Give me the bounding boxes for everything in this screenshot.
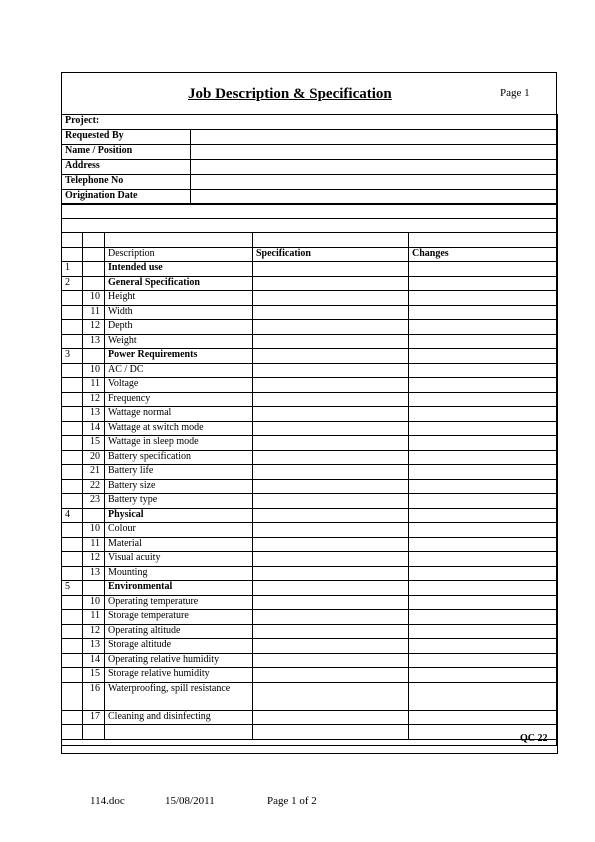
changes-cell[interactable] bbox=[409, 436, 558, 451]
row-number bbox=[62, 523, 83, 538]
row-number bbox=[62, 291, 83, 306]
changes-cell[interactable] bbox=[409, 334, 558, 349]
row-subnumber: 10 bbox=[83, 291, 105, 306]
row-number bbox=[62, 421, 83, 436]
specification-cell[interactable] bbox=[253, 552, 409, 567]
row-subnumber: 12 bbox=[83, 552, 105, 567]
changes-cell[interactable] bbox=[409, 378, 558, 393]
description-header: Description bbox=[105, 247, 253, 262]
changes-cell[interactable] bbox=[409, 710, 558, 725]
item-description: Battery specification bbox=[105, 450, 253, 465]
row-subnumber: 21 bbox=[83, 465, 105, 480]
row-number bbox=[62, 465, 83, 480]
changes-cell[interactable] bbox=[409, 566, 558, 581]
row-number bbox=[62, 537, 83, 552]
table-row bbox=[62, 725, 558, 740]
spacer-row bbox=[62, 218, 558, 233]
row-subnumber: 13 bbox=[83, 407, 105, 422]
row-number bbox=[62, 639, 83, 654]
row-subnumber: 10 bbox=[83, 595, 105, 610]
changes-cell[interactable] bbox=[409, 537, 558, 552]
specification-cell[interactable] bbox=[253, 436, 409, 451]
row-subnumber: 11 bbox=[83, 305, 105, 320]
specification-cell[interactable] bbox=[253, 378, 409, 393]
table-row bbox=[62, 363, 558, 378]
changes-cell[interactable] bbox=[409, 653, 558, 668]
specification-cell[interactable] bbox=[253, 291, 409, 306]
row-number bbox=[62, 610, 83, 625]
table-row bbox=[62, 624, 558, 639]
row-number bbox=[62, 320, 83, 335]
spacer-row bbox=[62, 739, 558, 754]
item-description: Frequency bbox=[105, 392, 253, 407]
changes-cell[interactable] bbox=[409, 262, 558, 277]
specification-cell[interactable] bbox=[253, 710, 409, 725]
changes-cell[interactable] bbox=[409, 349, 558, 364]
item-description: Wattage normal bbox=[105, 407, 253, 422]
section-row bbox=[62, 581, 558, 596]
row-number: 1 bbox=[62, 262, 83, 277]
header-field-value[interactable] bbox=[191, 175, 558, 190]
specification-cell[interactable] bbox=[253, 407, 409, 422]
changes-cell[interactable] bbox=[409, 610, 558, 625]
item-description: Material bbox=[105, 537, 253, 552]
changes-cell bbox=[409, 233, 558, 248]
row-subnumber bbox=[83, 581, 105, 596]
row-number bbox=[62, 378, 83, 393]
item-description bbox=[105, 725, 253, 740]
row-subnumber: 12 bbox=[83, 624, 105, 639]
changes-cell[interactable] bbox=[409, 494, 558, 509]
page-label: Page 1 bbox=[500, 87, 530, 99]
changes-cell[interactable] bbox=[409, 508, 558, 523]
table-row bbox=[62, 523, 558, 538]
row-number: 4 bbox=[62, 508, 83, 523]
section-heading: Power Requirements bbox=[105, 349, 253, 364]
item-description: Battery life bbox=[105, 465, 253, 480]
row-number bbox=[62, 305, 83, 320]
table-row bbox=[62, 653, 558, 668]
row-number bbox=[62, 479, 83, 494]
row-subnumber: 12 bbox=[83, 392, 105, 407]
specification-cell[interactable] bbox=[253, 392, 409, 407]
document-title: Job Description & Specification bbox=[188, 86, 392, 102]
specification-cell[interactable] bbox=[253, 624, 409, 639]
changes-cell[interactable] bbox=[409, 624, 558, 639]
row-subnumber: 13 bbox=[83, 639, 105, 654]
table-row bbox=[62, 291, 558, 306]
table-row bbox=[62, 479, 558, 494]
specification-cell[interactable] bbox=[253, 668, 409, 683]
row-number bbox=[62, 450, 83, 465]
changes-cell[interactable] bbox=[409, 320, 558, 335]
specification-cell[interactable] bbox=[253, 595, 409, 610]
item-description: Storage altitude bbox=[105, 639, 253, 654]
row-subnumber: 15 bbox=[83, 668, 105, 683]
table-row bbox=[62, 668, 558, 683]
specification-cell[interactable] bbox=[253, 305, 409, 320]
specification-cell[interactable] bbox=[253, 581, 409, 596]
changes-cell[interactable] bbox=[409, 450, 558, 465]
item-description: AC / DC bbox=[105, 363, 253, 378]
row-subnumber: 23 bbox=[83, 494, 105, 509]
row-subnumber: 17 bbox=[83, 710, 105, 725]
section-row bbox=[62, 262, 558, 277]
row-subnumber bbox=[83, 725, 105, 740]
table-row bbox=[62, 465, 558, 480]
table-row bbox=[62, 421, 558, 436]
header-field-row bbox=[62, 145, 558, 160]
header-field-row bbox=[62, 175, 558, 190]
footer-page: Page 1 of 2 bbox=[267, 795, 317, 807]
row-subnumber: 11 bbox=[83, 378, 105, 393]
specification-cell[interactable] bbox=[253, 508, 409, 523]
row-number: 3 bbox=[62, 349, 83, 364]
row-subnumber: 15 bbox=[83, 436, 105, 451]
row-number bbox=[62, 552, 83, 567]
section-row bbox=[62, 276, 558, 291]
table-row bbox=[62, 682, 558, 710]
row-number bbox=[62, 363, 83, 378]
footer-filename: 114.doc bbox=[90, 795, 125, 807]
num-cell bbox=[62, 233, 83, 248]
changes-cell[interactable] bbox=[409, 305, 558, 320]
row-number bbox=[62, 624, 83, 639]
changes-cell[interactable] bbox=[409, 639, 558, 654]
row-subnumber: 10 bbox=[83, 363, 105, 378]
blank-row bbox=[62, 233, 558, 248]
item-description: Wattage in sleep mode bbox=[105, 436, 253, 451]
item-description: Cleaning and disinfecting bbox=[105, 710, 253, 725]
row-subnumber bbox=[83, 262, 105, 277]
specification-cell[interactable] bbox=[253, 262, 409, 277]
row-number bbox=[62, 668, 83, 683]
header-fields-table bbox=[61, 114, 558, 205]
header-field-label: Origination Date bbox=[62, 190, 191, 205]
changes-cell[interactable] bbox=[409, 523, 558, 538]
changes-cell[interactable] bbox=[409, 421, 558, 436]
section-heading: Intended use bbox=[105, 262, 253, 277]
item-description: Depth bbox=[105, 320, 253, 335]
table-row bbox=[62, 639, 558, 654]
row-subnumber bbox=[83, 349, 105, 364]
row-subnumber bbox=[83, 508, 105, 523]
specification-cell[interactable] bbox=[253, 566, 409, 581]
item-description: Voltage bbox=[105, 378, 253, 393]
row-subnumber: 13 bbox=[83, 334, 105, 349]
row-number bbox=[62, 436, 83, 451]
table-row bbox=[62, 552, 558, 567]
row-subnumber bbox=[83, 276, 105, 291]
table-row bbox=[62, 537, 558, 552]
item-description: Operating temperature bbox=[105, 595, 253, 610]
header-field-row bbox=[62, 130, 558, 145]
row-subnumber: 14 bbox=[83, 653, 105, 668]
spec-cell bbox=[253, 233, 409, 248]
table-row bbox=[62, 407, 558, 422]
table-row bbox=[62, 436, 558, 451]
header-field-value[interactable] bbox=[191, 130, 558, 145]
table-row bbox=[62, 320, 558, 335]
item-description: Operating altitude bbox=[105, 624, 253, 639]
num-header bbox=[62, 247, 83, 262]
header-field-label: Address bbox=[62, 160, 191, 175]
row-subnumber: 11 bbox=[83, 610, 105, 625]
row-number: 5 bbox=[62, 581, 83, 596]
specification-cell[interactable] bbox=[253, 725, 409, 740]
sub-cell bbox=[83, 233, 105, 248]
row-number bbox=[62, 653, 83, 668]
header-field-label: Requested By bbox=[62, 130, 191, 145]
row-subnumber: 16 bbox=[83, 682, 105, 710]
changes-cell[interactable] bbox=[409, 682, 558, 710]
project-label: Project: bbox=[62, 115, 558, 130]
specification-cell[interactable] bbox=[253, 334, 409, 349]
spacer-cell bbox=[62, 218, 558, 233]
specification-cell[interactable] bbox=[253, 537, 409, 552]
specification-cell[interactable] bbox=[253, 363, 409, 378]
specification-cell[interactable] bbox=[253, 320, 409, 335]
specification-cell[interactable] bbox=[253, 479, 409, 494]
specification-table bbox=[61, 203, 558, 754]
header-field-label: Telephone No bbox=[62, 175, 191, 190]
header-field-row bbox=[62, 115, 558, 130]
item-description: Height bbox=[105, 291, 253, 306]
row-number bbox=[62, 566, 83, 581]
specification-header: Specification bbox=[253, 247, 409, 262]
row-number bbox=[62, 595, 83, 610]
specification-cell[interactable] bbox=[253, 465, 409, 480]
item-description: Width bbox=[105, 305, 253, 320]
specification-cell[interactable] bbox=[253, 610, 409, 625]
item-description: Mounting bbox=[105, 566, 253, 581]
row-subnumber: 12 bbox=[83, 320, 105, 335]
specification-cell[interactable] bbox=[253, 276, 409, 291]
table-row bbox=[62, 378, 558, 393]
table-row bbox=[62, 566, 558, 581]
header-field-value[interactable] bbox=[191, 160, 558, 175]
item-description: Visual acuity bbox=[105, 552, 253, 567]
section-row bbox=[62, 349, 558, 364]
item-description: Waterproofing, spill resistance bbox=[105, 682, 253, 710]
item-description: Weight bbox=[105, 334, 253, 349]
spacer-cell bbox=[62, 739, 558, 754]
changes-cell[interactable] bbox=[409, 392, 558, 407]
section-heading: Physical bbox=[105, 508, 253, 523]
changes-cell[interactable] bbox=[409, 581, 558, 596]
section-heading: General Specification bbox=[105, 276, 253, 291]
changes-cell[interactable] bbox=[409, 668, 558, 683]
changes-header: Changes bbox=[409, 247, 558, 262]
table-row bbox=[62, 392, 558, 407]
footer-date: 15/08/2011 bbox=[165, 795, 215, 807]
row-subnumber: 22 bbox=[83, 479, 105, 494]
changes-cell[interactable] bbox=[409, 465, 558, 480]
row-subnumber: 14 bbox=[83, 421, 105, 436]
row-subnumber: 20 bbox=[83, 450, 105, 465]
section-heading: Environmental bbox=[105, 581, 253, 596]
spacer-cell bbox=[62, 204, 558, 219]
row-number bbox=[62, 392, 83, 407]
changes-cell[interactable] bbox=[409, 595, 558, 610]
specification-cell[interactable] bbox=[253, 523, 409, 538]
row-number bbox=[62, 334, 83, 349]
header-field-label: Name / Position bbox=[62, 145, 191, 160]
table-row bbox=[62, 710, 558, 725]
specification-cell[interactable] bbox=[253, 450, 409, 465]
specification-cell[interactable] bbox=[253, 349, 409, 364]
table-row bbox=[62, 450, 558, 465]
row-subnumber: 13 bbox=[83, 566, 105, 581]
row-number bbox=[62, 407, 83, 422]
changes-cell[interactable] bbox=[409, 479, 558, 494]
changes-cell[interactable] bbox=[409, 276, 558, 291]
item-description: Storage temperature bbox=[105, 610, 253, 625]
table-row bbox=[62, 610, 558, 625]
header-field-row bbox=[62, 160, 558, 175]
table-row bbox=[62, 494, 558, 509]
item-description: Colour bbox=[105, 523, 253, 538]
sub-header bbox=[83, 247, 105, 262]
specification-cell[interactable] bbox=[253, 421, 409, 436]
changes-cell[interactable] bbox=[409, 407, 558, 422]
table-row bbox=[62, 334, 558, 349]
item-description: Storage relative humidity bbox=[105, 668, 253, 683]
row-subnumber: 10 bbox=[83, 523, 105, 538]
table-row bbox=[62, 305, 558, 320]
row-number bbox=[62, 682, 83, 710]
item-description: Operating relative humidity bbox=[105, 653, 253, 668]
specification-cell[interactable] bbox=[253, 639, 409, 654]
item-description: Battery type bbox=[105, 494, 253, 509]
desc-cell bbox=[105, 233, 253, 248]
form-code: QC 22 bbox=[520, 733, 548, 744]
specification-cell[interactable] bbox=[253, 682, 409, 710]
row-number bbox=[62, 494, 83, 509]
row-number bbox=[62, 725, 83, 740]
spacer-row bbox=[62, 204, 558, 219]
changes-cell[interactable] bbox=[409, 291, 558, 306]
column-header-row bbox=[62, 247, 558, 262]
specification-cell[interactable] bbox=[253, 653, 409, 668]
item-description: Battery size bbox=[105, 479, 253, 494]
row-number: 2 bbox=[62, 276, 83, 291]
header-field-value[interactable] bbox=[191, 145, 558, 160]
specification-cell[interactable] bbox=[253, 494, 409, 509]
row-number bbox=[62, 710, 83, 725]
section-row bbox=[62, 508, 558, 523]
row-subnumber: 11 bbox=[83, 537, 105, 552]
changes-cell[interactable] bbox=[409, 363, 558, 378]
item-description: Wattage at switch mode bbox=[105, 421, 253, 436]
changes-cell[interactable] bbox=[409, 552, 558, 567]
table-row bbox=[62, 595, 558, 610]
